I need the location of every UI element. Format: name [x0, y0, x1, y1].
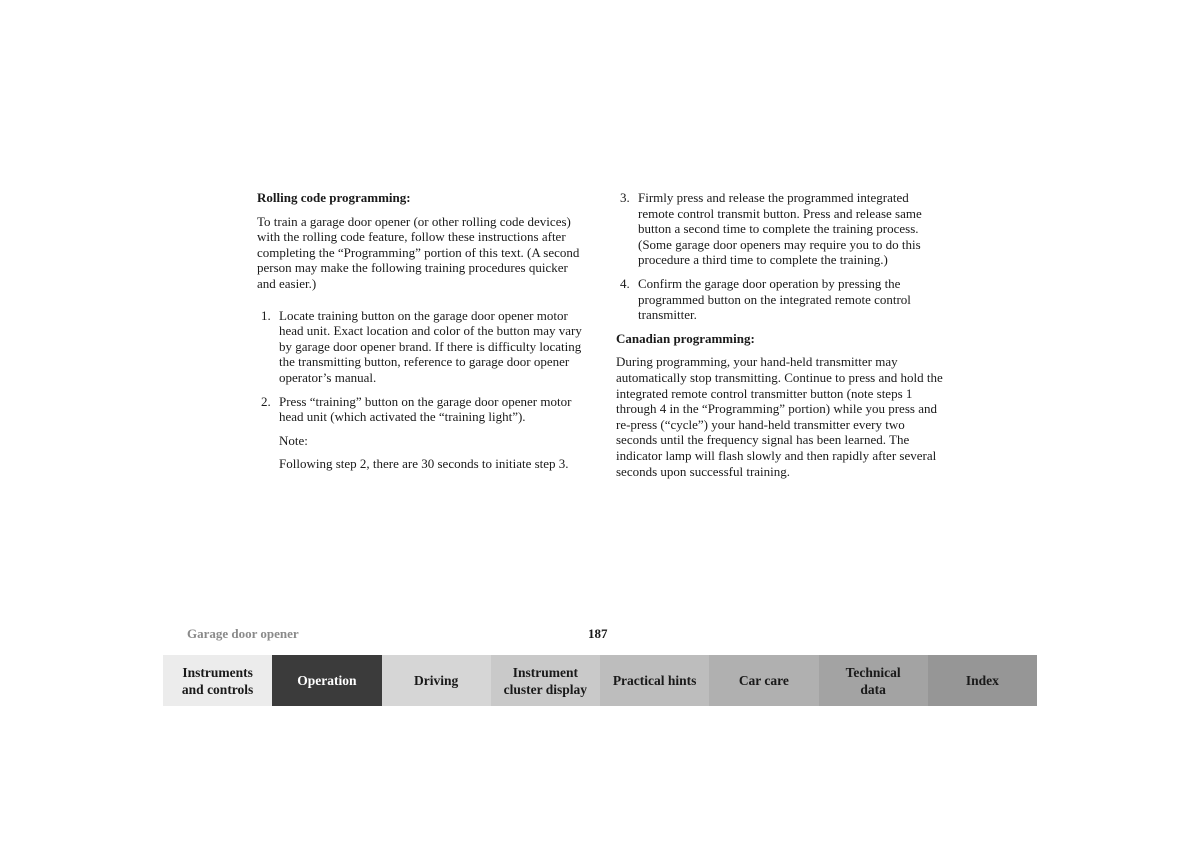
tab-operation[interactable]: [272, 655, 381, 706]
canadian-programming-body: During programming, your hand-held transmitter may automatically stop transmitting. Continue to press and hold the integrated remote control transmitter button (note steps 1 through 4 in the “Programming” portion) while you press and re-press (“cycle”) your hand-held transmitter every two seconds until the frequency signal has been learned. The indicator lamp will flash slowly and then rapidly after several seconds upon successful training.: [616, 354, 943, 479]
tab-instruments-and-controls[interactable]: [163, 655, 272, 706]
tab-label: Operation: [297, 673, 357, 688]
tab-label: Driving: [413, 673, 459, 688]
list-item: [257, 394, 587, 425]
tab-label: Practical hints: [612, 673, 697, 688]
rolling-code-heading: Rolling code programming:: [257, 190, 411, 205]
left-column: [257, 190, 587, 480]
list-item: [616, 190, 946, 268]
canadian-programming-heading: Canadian programming:: [616, 330, 755, 346]
step-number: 3.: [620, 190, 630, 205]
tab-label: Index: [965, 673, 999, 688]
list-item: [616, 276, 946, 323]
tab-label: Instrument cluster display: [503, 664, 588, 697]
list-item: [257, 308, 587, 386]
tab-label: Instruments and controls: [181, 664, 254, 697]
chapter-tab-bar: [163, 655, 1037, 706]
footer-section-title: Garage door opener: [187, 626, 299, 641]
step-number: 2.: [261, 393, 271, 409]
tab-driving[interactable]: [382, 655, 491, 706]
rolling-code-steps: [257, 308, 587, 425]
page-number: 187: [588, 626, 608, 641]
step-text: Firmly press and release the programmed integrated remote control transmit button. Press and release same button a second time to complete the training process. (Some garage door openers may require you to do this procedure a third time to complete the training.): [638, 190, 922, 268]
tab-instrument-cluster-display[interactable]: [491, 655, 600, 706]
tab-index[interactable]: [928, 655, 1037, 706]
step-number: 1.: [261, 307, 271, 323]
tab-technical-data[interactable]: [819, 655, 928, 706]
tab-car-care[interactable]: [709, 655, 818, 706]
right-column: [616, 190, 946, 487]
rolling-code-intro: To train a garage door opener (or other rolling code devices) with the rolling code feature, follow these instructions after completing the “Programming” portion of this text. (A second person may make the following training procedures quicker and easier.): [257, 213, 580, 291]
tab-practical-hints[interactable]: [600, 655, 709, 706]
step-text: Confirm the garage door operation by pressing the programmed button on the integrated remote control transmitter.: [638, 275, 911, 323]
tab-label: Car care: [738, 673, 789, 688]
tab-label: Technical data: [845, 664, 901, 697]
step-text: Press “training” button on the garage door opener motor head unit (which activated the “training light”).: [279, 393, 572, 425]
note-text: Following step 2, there are 30 seconds to initiate step 3.: [279, 456, 569, 472]
note-block: [257, 433, 587, 472]
rolling-code-steps-continued: [616, 190, 946, 323]
note-label: Note:: [279, 432, 308, 448]
step-text: Locate training button on the garage door opener motor head unit. Exact location and color of the button may vary by garage door opener brand. If there is difficulty locating the transmitting button, reference to garage door opener operator’s manual.: [279, 307, 582, 385]
step-number: 4.: [620, 275, 630, 291]
